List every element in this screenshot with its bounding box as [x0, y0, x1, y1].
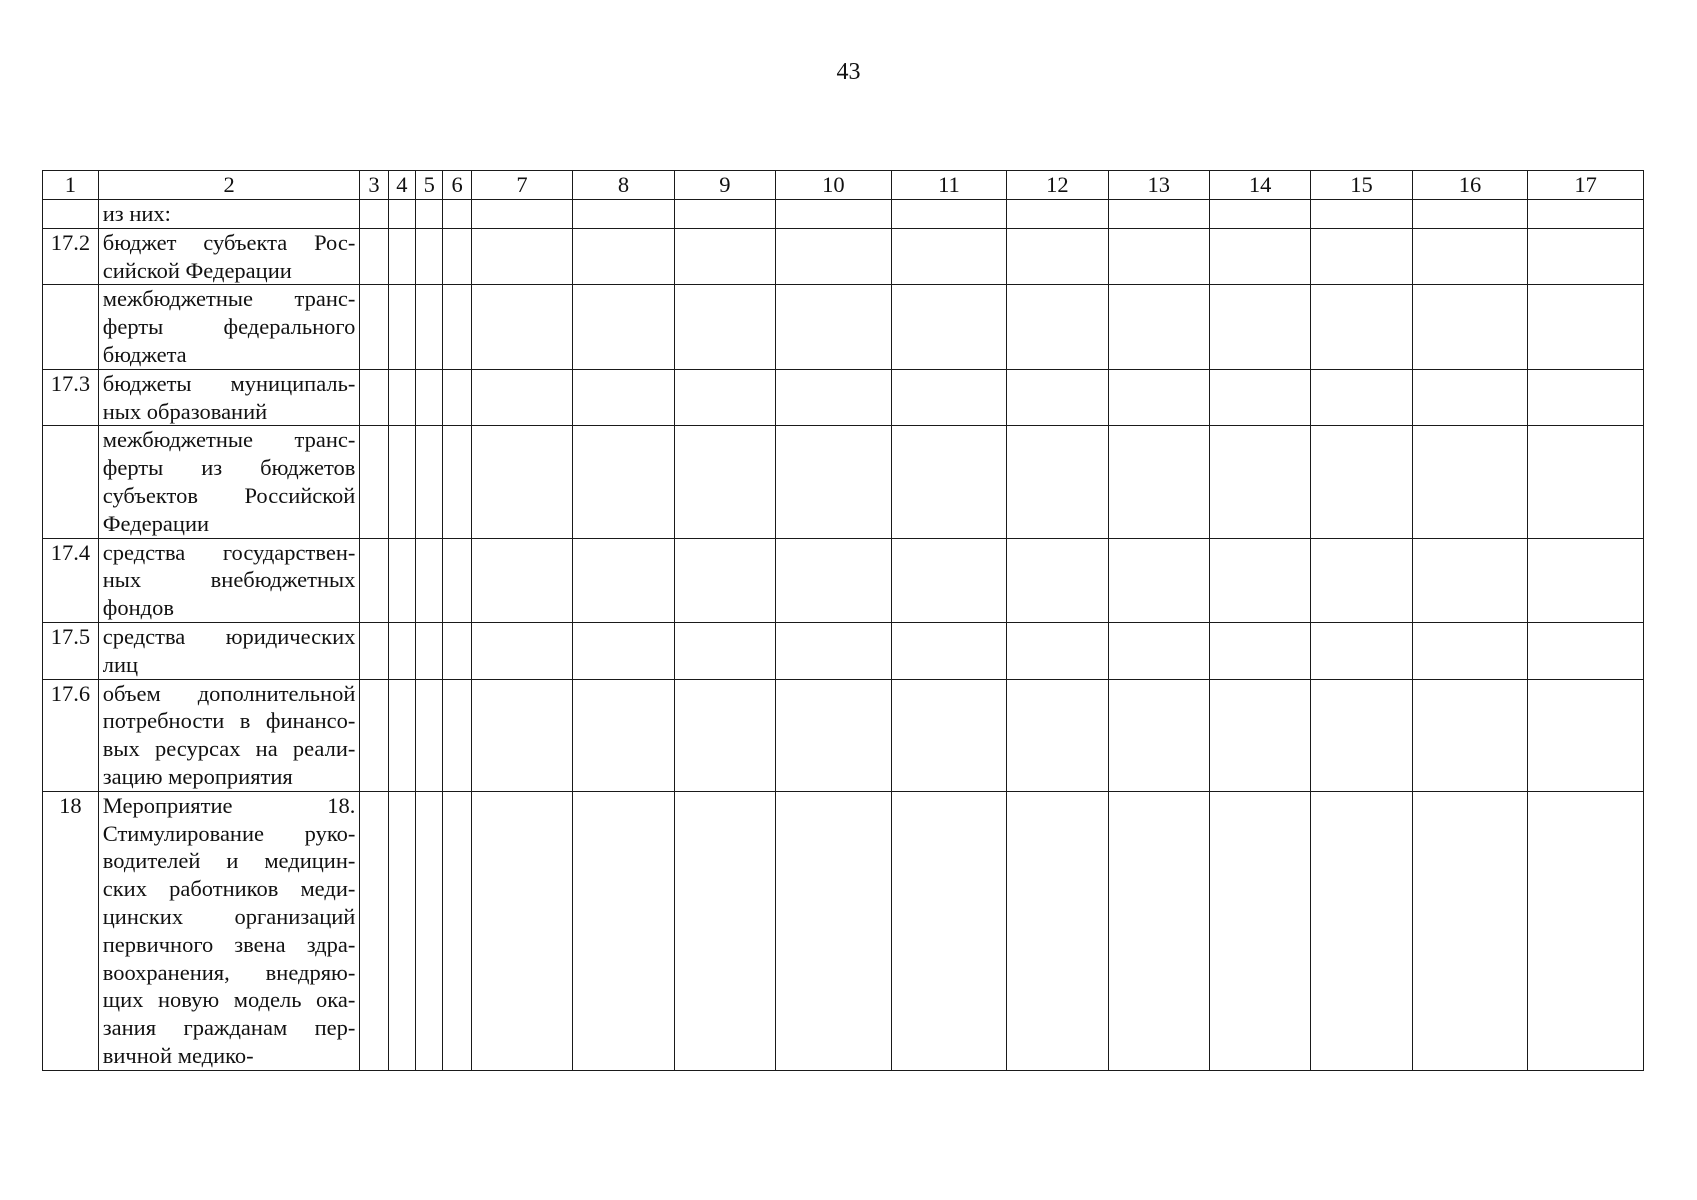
- value-cell: [1108, 538, 1209, 622]
- row-number-cell: [43, 285, 99, 369]
- value-cell: [1209, 200, 1310, 229]
- value-cell: [573, 791, 674, 1070]
- value-cell: [471, 538, 572, 622]
- value-cell: [360, 369, 388, 426]
- financing-table: [42, 170, 1644, 1071]
- value-cell: [471, 228, 572, 285]
- row-description-cell: средства государствен-ных внебюджетных фондов: [98, 538, 360, 622]
- value-cell: [1528, 679, 1644, 791]
- value-cell: [443, 538, 471, 622]
- table-row: [43, 622, 1644, 679]
- value-cell: [1108, 228, 1209, 285]
- value-cell: [416, 228, 443, 285]
- value-cell: [573, 228, 674, 285]
- value-cell: [388, 791, 415, 1070]
- value-cell: [1007, 200, 1108, 229]
- value-cell: [1108, 679, 1209, 791]
- value-cell: [1209, 679, 1310, 791]
- column-number-4: 4: [388, 171, 415, 200]
- row-description-cell: объем дополнительной потребности в финансо-вых ресурсах на реали-зацию мероприятия: [98, 679, 360, 791]
- value-cell: [416, 791, 443, 1070]
- value-cell: [1412, 426, 1528, 538]
- row-number-cell: 18: [43, 791, 99, 1070]
- value-cell: [1528, 426, 1644, 538]
- value-cell: [891, 200, 1007, 229]
- value-cell: [471, 369, 572, 426]
- value-cell: [1007, 679, 1108, 791]
- value-cell: [416, 285, 443, 369]
- value-cell: [471, 791, 572, 1070]
- table-header-row: [43, 171, 1644, 200]
- value-cell: [1528, 369, 1644, 426]
- row-number-cell: [43, 200, 99, 229]
- value-cell: [1311, 426, 1412, 538]
- page-number: 43: [836, 59, 861, 85]
- column-number-10: 10: [776, 171, 892, 200]
- value-cell: [891, 791, 1007, 1070]
- value-cell: [1007, 228, 1108, 285]
- row-description-cell: бюджет субъекта Рос-сийской Федерации: [98, 228, 360, 285]
- row-number-cell: 17.2: [43, 228, 99, 285]
- value-cell: [471, 622, 572, 679]
- column-number-11: 11: [891, 171, 1007, 200]
- value-cell: [1007, 285, 1108, 369]
- value-cell: [1108, 791, 1209, 1070]
- value-cell: [1528, 228, 1644, 285]
- column-number-6: 6: [443, 171, 471, 200]
- value-cell: [443, 228, 471, 285]
- value-cell: [1528, 538, 1644, 622]
- value-cell: [776, 200, 892, 229]
- column-number-1: 1: [43, 171, 99, 200]
- value-cell: [360, 200, 388, 229]
- table-row: [43, 200, 1644, 229]
- value-cell: [573, 369, 674, 426]
- value-cell: [388, 679, 415, 791]
- value-cell: [416, 369, 443, 426]
- value-cell: [674, 622, 775, 679]
- column-number-3: 3: [360, 171, 388, 200]
- value-cell: [674, 200, 775, 229]
- column-number-17: 17: [1528, 171, 1644, 200]
- row-description-cell: межбюджетные транс-ферты из бюджетов субъектов Российской Федерации: [98, 426, 360, 538]
- value-cell: [443, 200, 471, 229]
- value-cell: [1209, 228, 1310, 285]
- value-cell: [388, 538, 415, 622]
- value-cell: [1311, 679, 1412, 791]
- value-cell: [1412, 200, 1528, 229]
- value-cell: [1528, 285, 1644, 369]
- value-cell: [776, 426, 892, 538]
- column-number-15: 15: [1311, 171, 1412, 200]
- value-cell: [573, 679, 674, 791]
- value-cell: [1528, 791, 1644, 1070]
- value-cell: [573, 285, 674, 369]
- value-cell: [388, 426, 415, 538]
- value-cell: [674, 369, 775, 426]
- value-cell: [471, 285, 572, 369]
- value-cell: [471, 200, 572, 229]
- value-cell: [1108, 369, 1209, 426]
- table-row: [43, 369, 1644, 426]
- column-number-5: 5: [416, 171, 443, 200]
- value-cell: [1412, 679, 1528, 791]
- value-cell: [416, 200, 443, 229]
- value-cell: [443, 622, 471, 679]
- value-cell: [674, 228, 775, 285]
- row-description-cell: Мероприятие 18. Стимулирование руко-водителей и медицин-ских работников меди-цинских организаций первичного звена здра-воохранения, внедряю-щих новую модель ока-зания гражданам пер-вичной медико-: [98, 791, 360, 1070]
- value-cell: [891, 285, 1007, 369]
- value-cell: [471, 679, 572, 791]
- value-cell: [443, 285, 471, 369]
- value-cell: [1311, 369, 1412, 426]
- value-cell: [388, 369, 415, 426]
- value-cell: [1311, 200, 1412, 229]
- value-cell: [471, 426, 572, 538]
- value-cell: [1007, 369, 1108, 426]
- row-description-cell: бюджеты муниципаль-ных образований: [98, 369, 360, 426]
- value-cell: [1108, 622, 1209, 679]
- value-cell: [1108, 200, 1209, 229]
- value-cell: [776, 228, 892, 285]
- table-row: [43, 426, 1644, 538]
- value-cell: [1209, 622, 1310, 679]
- value-cell: [1311, 228, 1412, 285]
- value-cell: [573, 200, 674, 229]
- column-number-13: 13: [1108, 171, 1209, 200]
- value-cell: [891, 426, 1007, 538]
- value-cell: [388, 228, 415, 285]
- row-number-cell: 17.4: [43, 538, 99, 622]
- value-cell: [1412, 369, 1528, 426]
- value-cell: [1311, 285, 1412, 369]
- row-description-cell: межбюджетные транс-ферты федерального бюджета: [98, 285, 360, 369]
- value-cell: [416, 538, 443, 622]
- value-cell: [674, 791, 775, 1070]
- column-number-14: 14: [1209, 171, 1310, 200]
- value-cell: [1412, 622, 1528, 679]
- value-cell: [1528, 622, 1644, 679]
- column-number-8: 8: [573, 171, 674, 200]
- row-description-cell: средства юридических лиц: [98, 622, 360, 679]
- value-cell: [416, 622, 443, 679]
- value-cell: [443, 369, 471, 426]
- value-cell: [1412, 285, 1528, 369]
- value-cell: [388, 622, 415, 679]
- value-cell: [1209, 538, 1310, 622]
- value-cell: [360, 679, 388, 791]
- value-cell: [416, 426, 443, 538]
- table-row: [43, 791, 1644, 1070]
- value-cell: [416, 679, 443, 791]
- value-cell: [1007, 538, 1108, 622]
- value-cell: [1311, 622, 1412, 679]
- value-cell: [360, 228, 388, 285]
- table-row: [43, 679, 1644, 791]
- value-cell: [443, 791, 471, 1070]
- column-number-12: 12: [1007, 171, 1108, 200]
- value-cell: [1007, 622, 1108, 679]
- table-row: [43, 538, 1644, 622]
- value-cell: [360, 426, 388, 538]
- value-cell: [776, 791, 892, 1070]
- row-description-cell: из них:: [98, 200, 360, 229]
- value-cell: [388, 285, 415, 369]
- value-cell: [1412, 538, 1528, 622]
- value-cell: [891, 538, 1007, 622]
- value-cell: [443, 426, 471, 538]
- value-cell: [573, 622, 674, 679]
- row-number-cell: [43, 426, 99, 538]
- value-cell: [360, 622, 388, 679]
- value-cell: [776, 285, 892, 369]
- value-cell: [776, 369, 892, 426]
- value-cell: [1209, 791, 1310, 1070]
- value-cell: [360, 285, 388, 369]
- value-cell: [1209, 285, 1310, 369]
- value-cell: [674, 426, 775, 538]
- column-number-9: 9: [674, 171, 775, 200]
- value-cell: [1209, 426, 1310, 538]
- value-cell: [1007, 791, 1108, 1070]
- value-cell: [1528, 200, 1644, 229]
- row-number-cell: 17.5: [43, 622, 99, 679]
- value-cell: [1108, 426, 1209, 538]
- value-cell: [891, 679, 1007, 791]
- value-cell: [1311, 791, 1412, 1070]
- value-cell: [674, 679, 775, 791]
- value-cell: [360, 538, 388, 622]
- value-cell: [776, 538, 892, 622]
- value-cell: [891, 622, 1007, 679]
- value-cell: [674, 538, 775, 622]
- value-cell: [1209, 369, 1310, 426]
- value-cell: [573, 538, 674, 622]
- column-number-2: 2: [98, 171, 360, 200]
- table-row: [43, 228, 1644, 285]
- value-cell: [360, 791, 388, 1070]
- value-cell: [1108, 285, 1209, 369]
- column-number-16: 16: [1412, 171, 1528, 200]
- value-cell: [674, 285, 775, 369]
- row-number-cell: 17.3: [43, 369, 99, 426]
- value-cell: [388, 200, 415, 229]
- column-number-7: 7: [471, 171, 572, 200]
- value-cell: [776, 679, 892, 791]
- value-cell: [776, 622, 892, 679]
- value-cell: [1311, 538, 1412, 622]
- table-row: [43, 285, 1644, 369]
- value-cell: [1412, 228, 1528, 285]
- value-cell: [443, 679, 471, 791]
- value-cell: [1412, 791, 1528, 1070]
- value-cell: [891, 228, 1007, 285]
- value-cell: [891, 369, 1007, 426]
- value-cell: [573, 426, 674, 538]
- row-number-cell: 17.6: [43, 679, 99, 791]
- value-cell: [1007, 426, 1108, 538]
